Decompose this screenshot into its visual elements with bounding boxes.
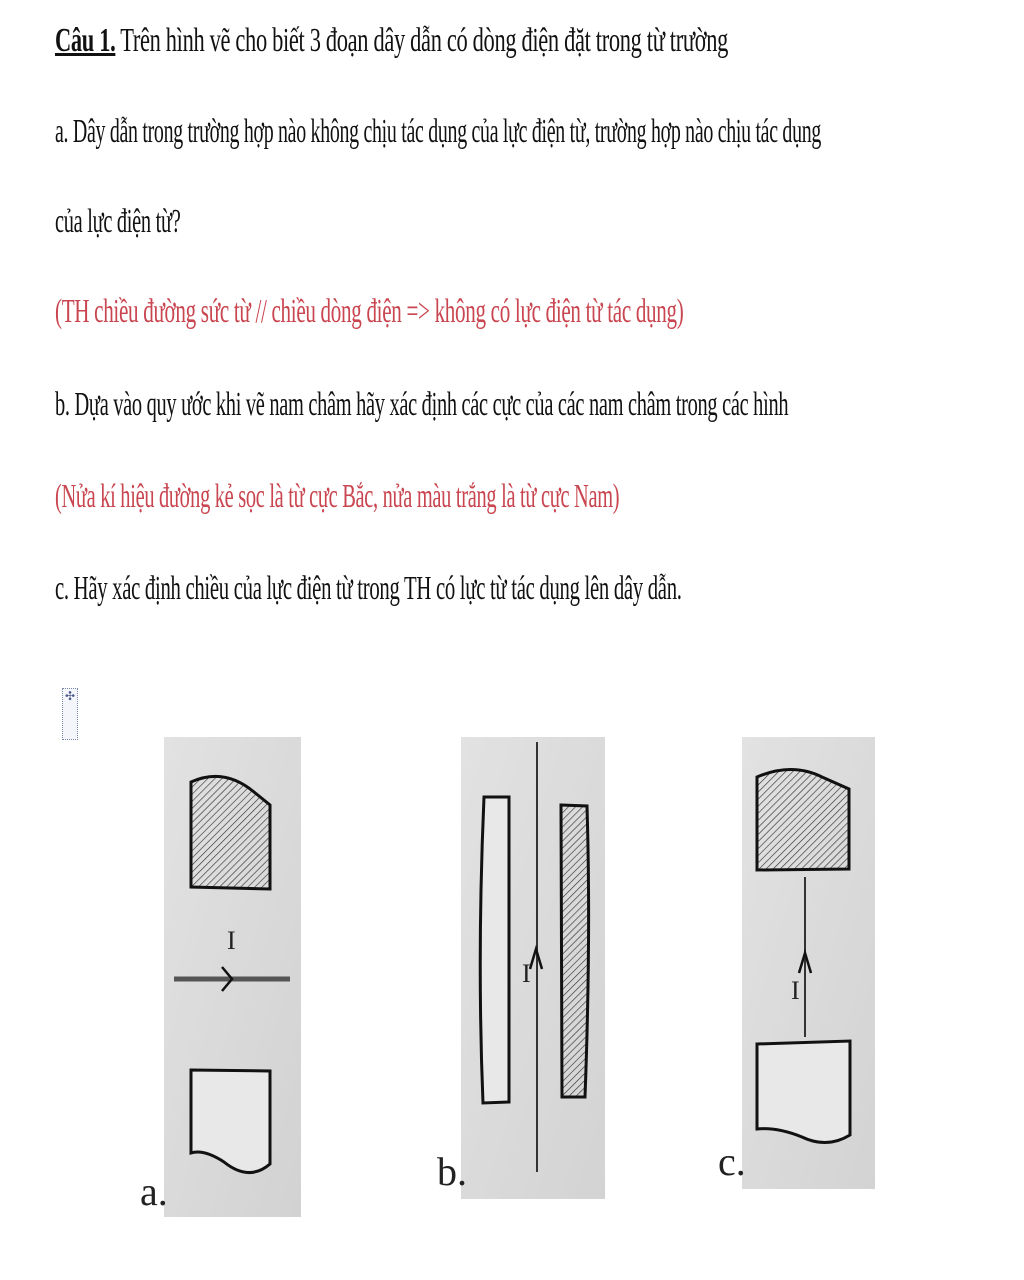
part-b: b. Dựa vào quy ước khi vẽ nam châm hãy xác định các cực của các nam châm trong các hình [55,386,789,423]
figure-c-caption: c. [718,1139,746,1184]
current-label: I [522,959,531,988]
current-label: I [791,976,800,1005]
question-title-text: Trên hình vẽ cho biết 3 đoạn dây dẫn có dòng điện đặt trong từ trường [115,22,729,59]
question-title [55,24,728,58]
figure-b-caption: b. [437,1149,467,1194]
magnet-south-pole [480,797,509,1103]
note-b: (Nửa kí hiệu đường kẻ sọc là từ cực Bắc, nửa màu trắng là từ cực Nam) [55,478,620,515]
figure-a [164,737,301,1217]
figure-c [742,737,875,1189]
figure-b [461,737,605,1199]
part-a-line1: a. Dây dẫn trong trường hợp nào không chịu tác dụng của lực điện từ, trường hợp nào chịu tác dụng [55,113,822,150]
magnet-north-pole [561,805,589,1097]
part-a-line2: của lực điện từ? [55,203,181,240]
part-c: c. Hãy xác định chiều của lực điện từ trong TH có lực từ tác dụng lên dây dẫn. [55,570,682,607]
current-label: I [227,926,236,955]
figure-a-caption: a. [140,1169,168,1214]
magnet-south-pole [757,1041,850,1143]
image-anchor-icon[interactable]: ✣ [62,688,78,740]
question-number: Câu 1. [55,22,116,59]
magnet-north-pole [757,770,849,871]
note-a: (TH chiều đường sức từ // chiều dòng điện => không có lực điện từ tác dụng) [55,293,684,330]
